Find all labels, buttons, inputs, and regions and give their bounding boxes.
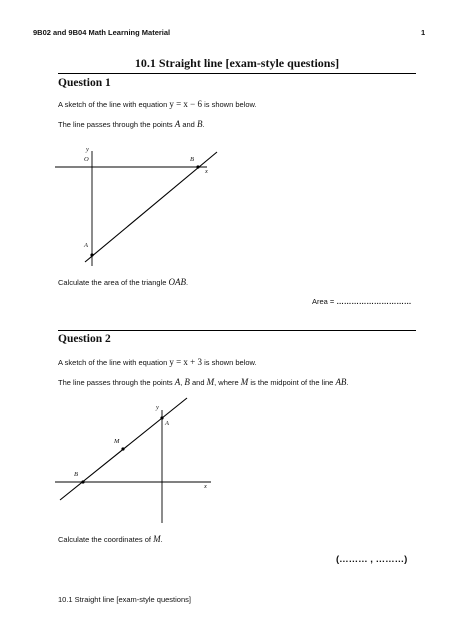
question1-task-triangle: OAB (168, 277, 186, 287)
question2-points-text: The line passes through the points (58, 378, 175, 387)
question2-point-m-ref: M (240, 377, 249, 387)
question2-label-m: M (114, 438, 120, 445)
question2-point-b: B (184, 377, 190, 387)
question2-task-point: M (153, 534, 161, 544)
question1-points-sentence (58, 119, 205, 129)
question1-answer-line (312, 297, 411, 306)
question1-line (85, 152, 217, 262)
question1-equation: y = x − 6 (169, 99, 202, 109)
question2-period: . (346, 378, 349, 387)
question2-point-a: A (174, 377, 181, 387)
question2-points-sentence (58, 377, 349, 387)
question1-top-rule (58, 73, 416, 74)
question2-label-b: B (74, 471, 78, 478)
question2-task (58, 534, 163, 544)
question1-label-a: A (84, 242, 88, 249)
header-course-title: 9B02 and 9B04 Math Learning Material (33, 28, 171, 37)
question1-label-o: O (84, 156, 89, 163)
question1-label-x: x (205, 168, 208, 175)
question1-point-a: A (174, 119, 181, 129)
question2-answer-blank: (……… , ………) (336, 554, 408, 565)
question2-midpoint-text: is the midpoint of the line (248, 378, 336, 387)
question1-intro-text: A sketch of the line with equation (58, 100, 170, 109)
question2-intro-text: A sketch of the line with equation (58, 358, 170, 367)
question1-point-a-dot (90, 253, 93, 256)
question1-task-text: Calculate the area of the triangle (58, 278, 169, 287)
question1-answer-blank: ………………………… (336, 297, 412, 306)
question2-equation: y = x + 3 (169, 357, 202, 367)
question1-label-b: B (190, 156, 194, 163)
question1-and: and (180, 120, 197, 129)
question1-task-period: . (186, 278, 189, 287)
question1-intro-text-end: is shown below. (201, 100, 257, 109)
footer-text: 10.1 Straight line [exam-style questions] (58, 595, 191, 604)
question2-intro (58, 357, 257, 367)
question2-intro-text-end: is shown below. (201, 358, 257, 367)
question1-point-b: B (196, 119, 203, 129)
question2-comma: , (180, 378, 185, 387)
question1-diagram (55, 140, 225, 270)
question2-point-a-dot (160, 416, 163, 419)
question2-label-x: x (204, 483, 207, 490)
question1-period: . (202, 120, 205, 129)
question2-point-b-dot (81, 480, 84, 483)
question2-label-y: y (156, 404, 159, 411)
question2-title: Question 2 (58, 333, 111, 345)
question2-task-text: Calculate the coordinates of (58, 535, 154, 544)
question2-diagram (55, 393, 225, 526)
question2-point-m-dot (121, 447, 124, 450)
question2-where: , where (214, 378, 241, 387)
question2-top-rule (58, 330, 416, 331)
question1-intro (58, 99, 257, 109)
question1-label-y: y (86, 146, 89, 153)
document-title: 10.1 Straight line [exam-style questions] (134, 56, 340, 70)
question2-and: and (189, 378, 207, 387)
question2-point-m: M (206, 377, 215, 387)
question1-task (58, 277, 188, 287)
question1-point-b-dot (196, 165, 199, 168)
question1-points-text: The line passes through the points (58, 120, 175, 129)
question2-task-period: . (160, 535, 163, 544)
question2-label-a: A (165, 420, 169, 427)
header-page-number: 1 (421, 28, 426, 37)
question1-title: Question 1 (58, 77, 111, 89)
question2-line-ab: AB (335, 377, 347, 387)
question1-answer-label: Area = (312, 297, 337, 306)
